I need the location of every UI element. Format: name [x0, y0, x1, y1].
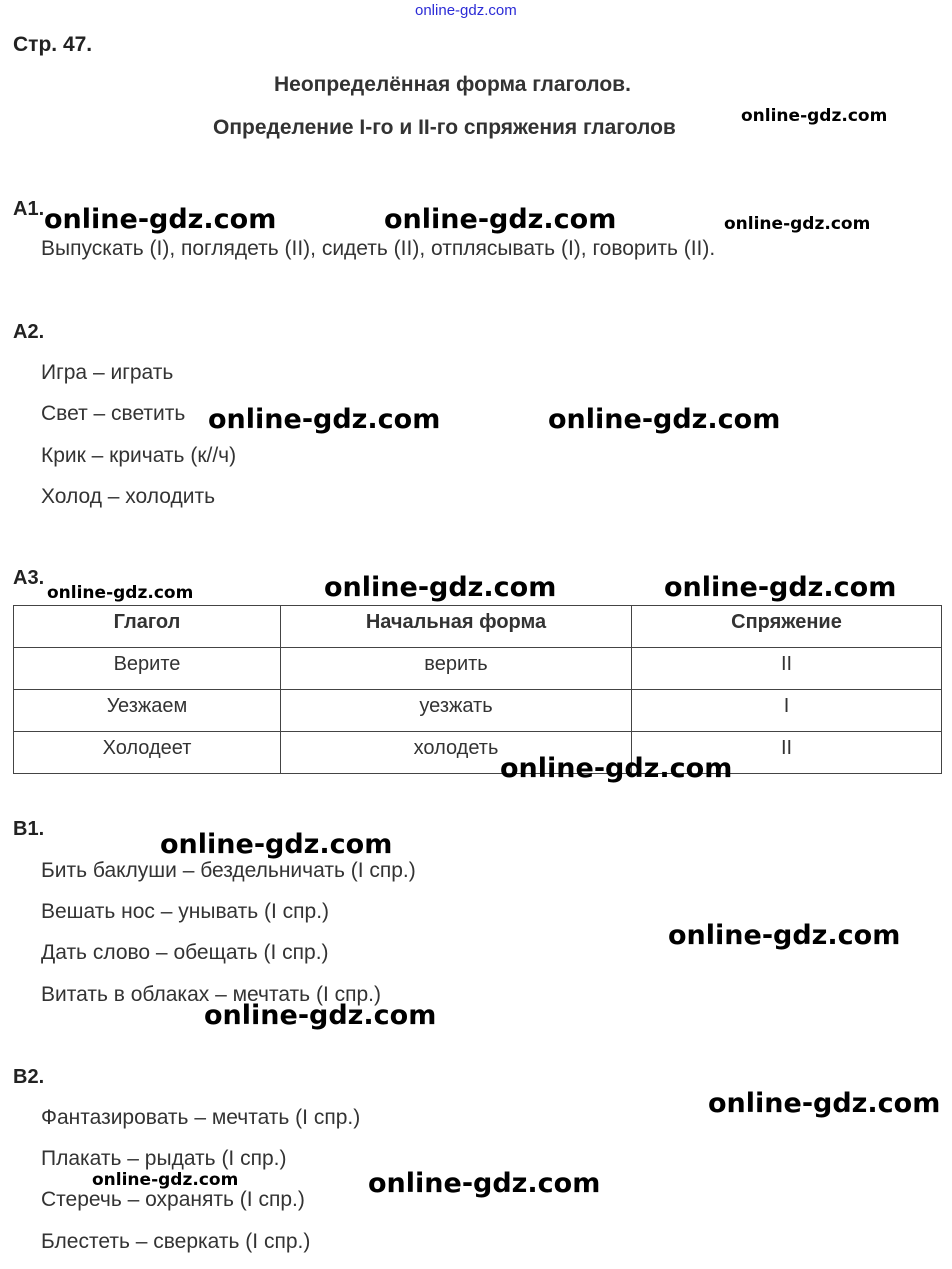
page-title: Неопределённая форма глаголов. [274, 73, 631, 96]
table-cell: Верите [14, 648, 281, 690]
section-b1-line: Бить баклуши – бездельничать (I спр.) [41, 859, 416, 882]
watermark: online-gdz.com [368, 1168, 601, 1199]
table-row [14, 690, 942, 732]
table-cell: верить [281, 648, 632, 690]
table-row [14, 648, 942, 690]
table-cell: I [632, 690, 942, 732]
table-cell: уезжать [281, 690, 632, 732]
table-cell: Холодеет [14, 732, 281, 774]
watermark: online-gdz.com [708, 1088, 941, 1119]
watermark: online-gdz.com [724, 214, 871, 234]
section-b2-line: Фантазировать – мечтать (I спр.) [41, 1106, 361, 1129]
watermark: online-gdz.com [160, 829, 393, 860]
page-label: Стр. 47. [13, 33, 93, 56]
watermark: online-gdz.com [324, 572, 557, 603]
table-header-cell: Начальная форма [281, 606, 632, 648]
table-row [14, 732, 942, 774]
watermark: online-gdz.com [664, 572, 897, 603]
section-b1-label: В1. [13, 818, 45, 840]
section-b1-line: Вешать нос – унывать (I спр.) [41, 900, 330, 923]
table-header-cell: Спряжение [632, 606, 942, 648]
watermark: online-gdz.com [44, 204, 277, 235]
section-a2-line: Игра – играть [41, 361, 174, 384]
section-a1-label: А1. [13, 198, 45, 220]
table-cell: II [632, 648, 942, 690]
conjugation-table [13, 605, 942, 774]
section-b2-line: Плакать – рыдать (I спр.) [41, 1147, 287, 1170]
table-cell: II [632, 732, 942, 774]
section-a2-line: Холод – холодить [41, 485, 216, 508]
section-b1-line: Витать в облаках – мечтать (I спр.) [41, 983, 381, 1006]
watermark: online-gdz.com [92, 1170, 239, 1190]
page-subtitle: Определение I-го и II-го спряжения глаголов [213, 116, 676, 139]
watermark: online-gdz.com [384, 204, 617, 235]
watermark: online-gdz.com [204, 1000, 437, 1031]
section-a1-text: Выпускать (I), поглядеть (II), сидеть (II), отплясывать (I), говорить (II). [41, 237, 716, 260]
section-b1-line: Дать слово – обещать (I спр.) [41, 941, 329, 964]
section-a2-line: Свет – светить [41, 402, 186, 425]
section-b2-label: В2. [13, 1066, 45, 1088]
table-cell: Уезжаем [14, 690, 281, 732]
watermark: online-gdz.com [208, 404, 441, 435]
table-header-row [14, 606, 942, 648]
watermark: online-gdz.com [47, 583, 194, 603]
watermark: online-gdz.com [500, 753, 733, 784]
section-b2-line: Стеречь – охранять (I спр.) [41, 1188, 305, 1211]
section-a2-line: Крик – кричать (к//ч) [41, 444, 237, 467]
watermark-top: online-gdz.com [415, 2, 517, 19]
section-a3-label: А3. [13, 567, 45, 589]
section-b2-line: Блестеть – сверкать (I спр.) [41, 1230, 311, 1253]
watermark: online-gdz.com [741, 106, 888, 126]
table-cell: холодеть [281, 732, 632, 774]
section-a2-label: А2. [13, 321, 45, 343]
watermark: online-gdz.com [548, 404, 781, 435]
table-header-cell: Глагол [14, 606, 281, 648]
watermark: online-gdz.com [668, 920, 901, 951]
